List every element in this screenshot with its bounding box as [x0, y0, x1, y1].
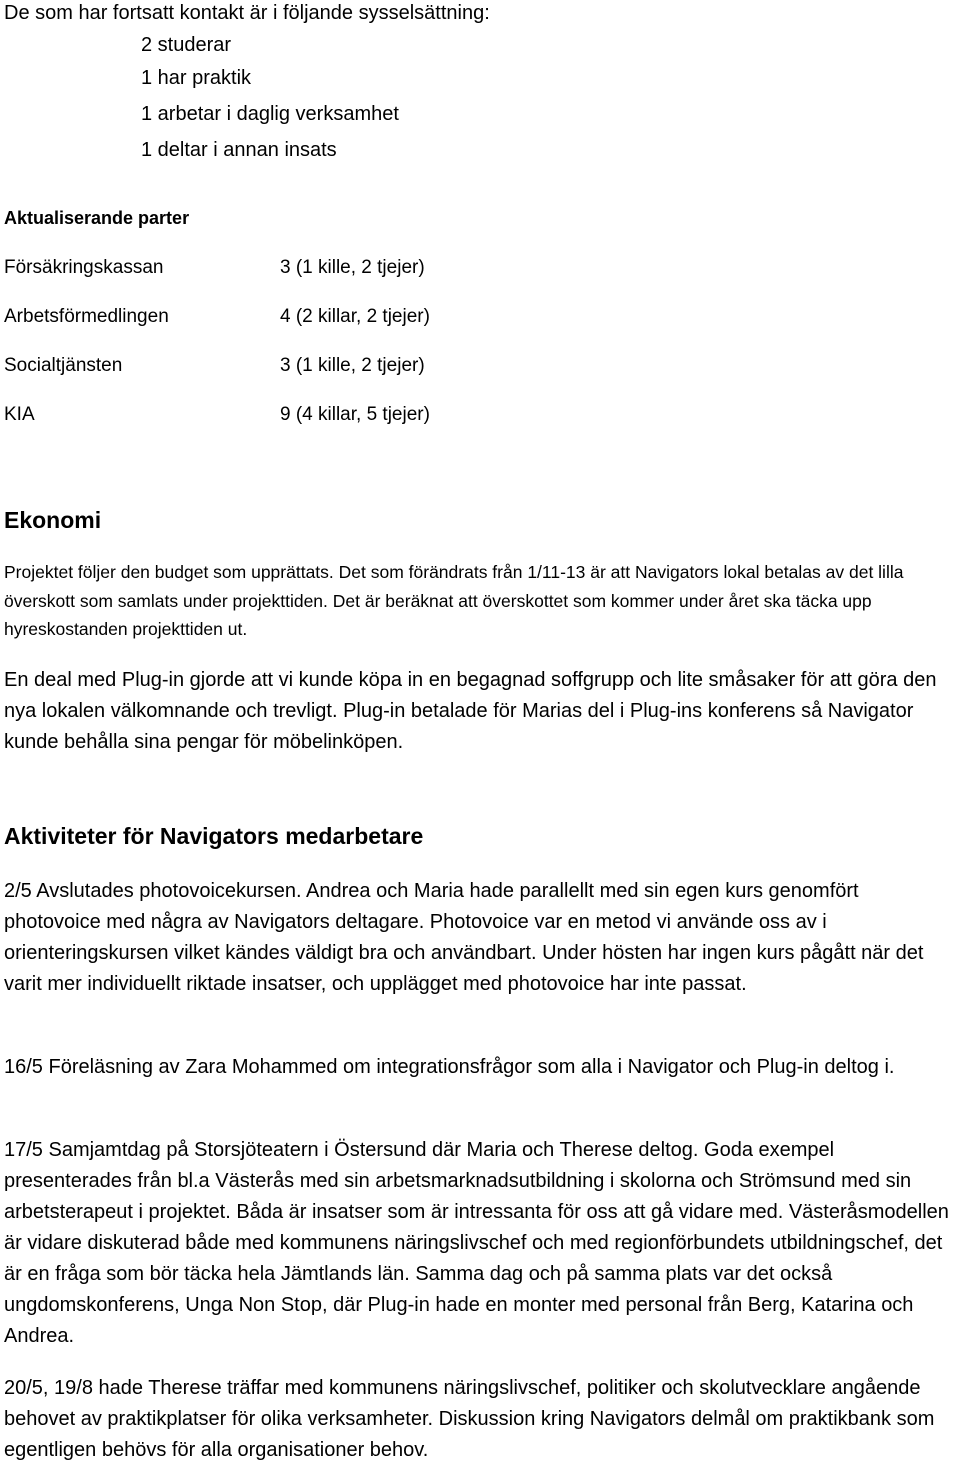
activity-paragraph	[4, 876, 956, 1000]
party-value: 4 (2 killar, 2 tjejer)	[280, 306, 430, 327]
party-name: Socialtjänsten	[4, 355, 123, 376]
activity-paragraph-text: 17/5 Samjamtdag på Storsjöteatern i Östersund där Maria och Therese deltog. Goda exempel presenterades från bl.a Västerås med sin arbetsmarknadsutbildning i skolorna och Strömsund med sin arbetsterapeut i projektet. Båda är insatser som är intressanta för oss att gå vidare med. Västeråsmodellen är vidare diskuterad både med kommunens näringslivschef och med regionförbundets utbildningschef, det är en fråga som bör täcka hela Jämtlands län. Samma dag och på samma plats var det också ungdomskonferens, Unga Non Stop, där Plug-in hade en monter med personal från Berg, Katarina och Andrea.	[4, 1139, 949, 1347]
intro-heading: De som har fortsatt kontakt är i följande sysselsättning:	[4, 2, 490, 24]
parties-heading: Aktualiserande parter	[4, 208, 190, 228]
activity-paragraph	[4, 1135, 956, 1352]
intro-item: 1 deltar i annan insats	[141, 139, 337, 161]
activity-paragraph-text: 16/5 Föreläsning av Zara Mohammed om integrationsfrågor som alla i Navigator och Plug-in deltog i.	[4, 1056, 895, 1078]
intro-item: 2 studerar	[141, 34, 232, 56]
parties-table	[4, 256, 564, 452]
intro-item: 1 arbetar i daglig verksamhet	[141, 103, 399, 125]
economy-paragraph-text: En deal med Plug-in gjorde att vi kunde köpa in en begagnad soffgrupp och lite småsaker för att göra den nya lokalen välkomnande och trevligt. Plug-in betalade för Marias del i Plug-ins konferens så Navigator kunde behålla sina pengar för möbelinköpen.	[4, 669, 937, 753]
table-row	[4, 305, 564, 354]
party-value: 9 (4 killar, 5 tjejer)	[280, 404, 430, 425]
activity-paragraph	[4, 1052, 956, 1083]
table-row	[4, 354, 564, 403]
economy-heading: Ekonomi	[4, 507, 102, 533]
party-value: 3 (1 kille, 2 tjejer)	[280, 257, 425, 278]
table-row	[4, 403, 564, 452]
party-value: 3 (1 kille, 2 tjejer)	[280, 355, 425, 376]
activity-paragraph-text: 2/5 Avslutades photovoicekursen. Andrea och Maria hade parallellt med sin egen kurs genomfört photovoice med några av Navigators deltagare. Photovoice var en metod vi använde oss av i orienteringskursen vilket kändes väldigt bra och användbart. Under hösten har ingen kurs pågått när det varit mer individuellt riktade insatser, och upplägget med photovoice har inte passat.	[4, 880, 924, 995]
party-name: Försäkringskassan	[4, 257, 164, 278]
party-name: KIA	[4, 404, 35, 425]
activity-paragraph	[4, 1373, 956, 1466]
economy-paragraph-text: Projektet följer den budget som upprättats. Det som förändrats från 1/11-13 är att Navigators lokal betalas av det lilla överskott som samlats under projekttiden. Det är beräknat att överskottet som kommer under året ska täcka upp hyreskostanden projekttiden ut.	[4, 562, 904, 639]
party-name: Arbetsförmedlingen	[4, 306, 169, 327]
intro-item: 1 har praktik	[141, 67, 252, 89]
table-row	[4, 256, 564, 305]
activity-paragraph-text: 20/5, 19/8 hade Therese träffar med kommunens näringslivschef, politiker och skolutvecklare angående behovet av praktikplatser för olika verksamheter. Diskussion kring Navigators delmål om praktikbank som egentligen behövs för alla organisationer behov.	[4, 1377, 935, 1461]
economy-paragraph	[4, 665, 956, 758]
economy-paragraph	[4, 558, 956, 644]
activities-heading: Aktiviteter för Navigators medarbetare	[4, 823, 424, 849]
